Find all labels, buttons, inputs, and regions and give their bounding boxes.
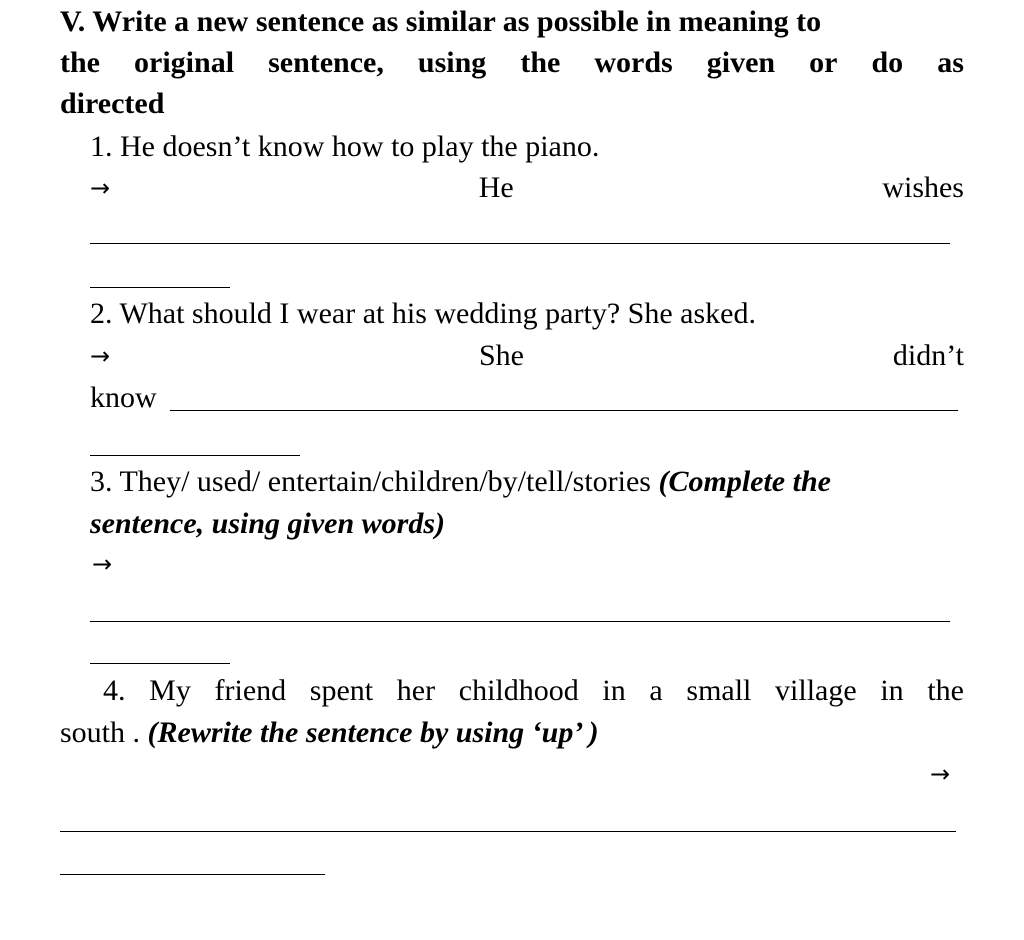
heading-word: words [594,46,673,79]
question-4-text: south . [60,716,141,749]
question-3-answer-stem [92,550,112,578]
heading-word: the [520,46,561,79]
heading-word: the [60,46,100,79]
heading-word: or [809,46,838,79]
prompt-word: spent [309,674,374,707]
arrow-icon: → [930,760,951,788]
heading-word: sentence, [268,46,384,79]
question-4-instruction: (Rewrite the sentence by using ‘up’ ) [147,716,599,749]
prompt-word: in [602,674,626,707]
stem-word: She [478,339,524,372]
answer-blank-line[interactable] [170,410,958,411]
prompt-word: small [686,674,752,707]
stem-word: wishes [882,171,964,204]
answer-blank-line[interactable] [60,831,956,832]
question-1-prompt: 1. He doesn’t know how to play the piano. [90,130,600,163]
question-4-prompt [103,673,964,709]
answer-blank-line[interactable] [60,874,325,875]
heading-word: do [871,46,904,79]
heading-word: given [706,46,776,79]
arrow-icon: → [90,174,111,202]
question-2-answer-stem [90,338,964,374]
prompt-word: friend [214,674,287,707]
prompt-word: village [775,674,857,707]
section-heading-line-3: directed [60,87,165,120]
heading-word: using [417,46,487,79]
question-3-prompt [90,464,831,500]
question-3-instruction: (Complete the [658,465,831,498]
question-3-instruction-cont: sentence, using given words) [90,507,446,540]
arrow-icon: → [92,550,113,578]
prompt-word: the [927,674,964,707]
question-2-prompt: 2. What should I wear at his wedding party? She asked. [90,297,756,330]
answer-blank-line[interactable] [90,621,950,622]
section-heading-line-1: V. Write a new sentence as similar as possible in meaning to [60,5,822,38]
prompt-word: a [649,674,663,707]
heading-word: original [134,46,235,79]
answer-blank-line[interactable] [90,243,950,244]
question-4-answer-stem [930,760,950,788]
stem-word: He [478,171,514,204]
prompt-word: My [149,674,191,707]
prompt-word: in [880,674,904,707]
answer-blank-line[interactable] [90,663,230,664]
stem-word: didn’t [892,339,964,372]
prompt-word: childhood [458,674,579,707]
heading-word: as [937,46,964,79]
answer-blank-line[interactable] [90,455,300,456]
question-4-prompt-cont [60,715,599,751]
question-1-answer-stem [90,170,964,206]
prompt-word: 4. [103,674,126,707]
answer-blank-line[interactable] [90,287,230,288]
question-3-text: 3. They/ used/ entertain/children/by/tell/stories [90,465,651,498]
stem-word: know [90,381,157,414]
arrow-icon: → [90,342,111,370]
section-heading-line-2 [60,45,964,81]
prompt-word: her [396,674,436,707]
